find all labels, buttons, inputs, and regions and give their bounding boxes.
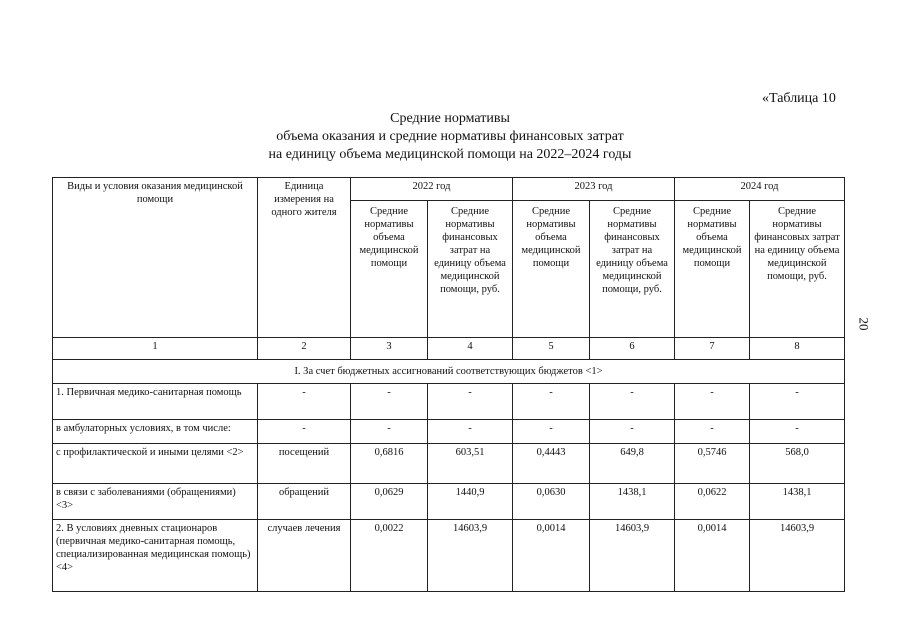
col-number: 2 <box>258 338 351 360</box>
table-row <box>53 520 845 592</box>
row-cost-2024: 568,0 <box>750 444 845 484</box>
row-unit: посещений <box>258 444 351 484</box>
row-name: 2. В условиях дневных стационаров (первичная медико-санитарная помощь, специализированная медицинская помощь) <4> <box>53 520 258 592</box>
norms-table <box>52 177 845 592</box>
row-volume-2024: 0,5746 <box>675 444 750 484</box>
table-row <box>53 384 845 420</box>
page-number: 20 <box>856 317 872 331</box>
row-cost-2022: - <box>428 420 513 444</box>
row-cost-2022: 1440,9 <box>428 484 513 520</box>
row-volume-2024: 0,0014 <box>675 520 750 592</box>
col-number: 3 <box>351 338 428 360</box>
col-number: 4 <box>428 338 513 360</box>
table-row <box>53 484 845 520</box>
row-volume-2022: - <box>351 384 428 420</box>
row-cost-2022: - <box>428 384 513 420</box>
title-line-2: объема оказания и средние нормативы финансовых затрат <box>276 129 624 144</box>
header-volume-2023: Средние нормативы объема медицинской помощи <box>513 201 590 338</box>
header-cost-2024: Средние нормативы финансовых затрат на единицу объема медицинской помощи, руб. <box>750 201 845 338</box>
row-cost-2024: 1438,1 <box>750 484 845 520</box>
col-number: 7 <box>675 338 750 360</box>
row-volume-2023: - <box>513 420 590 444</box>
row-cost-2023: 14603,9 <box>590 520 675 592</box>
header-cost-2023: Средние нормативы финансовых затрат на единицу объема медицинской помощи, руб. <box>590 201 675 338</box>
row-volume-2022: 0,6816 <box>351 444 428 484</box>
row-volume-2024: - <box>675 384 750 420</box>
header-unit: Единица измерения на одного жителя <box>258 178 351 338</box>
row-cost-2024: - <box>750 384 845 420</box>
col-number: 8 <box>750 338 845 360</box>
table-row <box>53 420 845 444</box>
header-type: Виды и условия оказания медицинской помощи <box>53 178 258 338</box>
row-name: в связи с заболеваниями (обращениями) <3> <box>53 484 258 520</box>
row-cost-2023: - <box>590 420 675 444</box>
header-year-2023: 2023 год <box>513 178 675 201</box>
title-line-1: Средние нормативы <box>390 111 510 126</box>
table-row <box>53 444 845 484</box>
row-cost-2024: - <box>750 420 845 444</box>
row-volume-2022: 0,0629 <box>351 484 428 520</box>
header-volume-2022: Средние нормативы объема медицинской помощи <box>351 201 428 338</box>
row-cost-2023: 1438,1 <box>590 484 675 520</box>
row-name: с профилактической и иными целями <2> <box>53 444 258 484</box>
header-cost-2022: Средние нормативы финансовых затрат на единицу объема медицинской помощи, руб. <box>428 201 513 338</box>
header-year-2024: 2024 год <box>675 178 845 201</box>
row-name: 1. Первичная медико-санитарная помощь <box>53 384 258 420</box>
col-number: 5 <box>513 338 590 360</box>
header-volume-2024: Средние нормативы объема медицинской помощи <box>675 201 750 338</box>
table-label: «Таблица 10 <box>762 91 836 106</box>
section-title: I. За счет бюджетных ассигнований соответствующих бюджетов <1> <box>53 360 845 384</box>
title-line-3: на единицу объема медицинской помощи на 2022–2024 годы <box>268 147 632 162</box>
column-number-row <box>53 338 845 360</box>
row-volume-2022: 0,0022 <box>351 520 428 592</box>
row-name: в амбулаторных условиях, в том числе: <box>53 420 258 444</box>
row-volume-2023: 0,0630 <box>513 484 590 520</box>
header-row-years <box>53 178 845 201</box>
row-volume-2022: - <box>351 420 428 444</box>
section-row <box>53 360 845 384</box>
col-number: 6 <box>590 338 675 360</box>
row-cost-2024: 14603,9 <box>750 520 845 592</box>
row-volume-2023: 0,0014 <box>513 520 590 592</box>
row-unit: случаев лечения <box>258 520 351 592</box>
row-unit: обращений <box>258 484 351 520</box>
row-cost-2022: 14603,9 <box>428 520 513 592</box>
row-volume-2023: 0,4443 <box>513 444 590 484</box>
row-unit: - <box>258 384 351 420</box>
row-cost-2023: - <box>590 384 675 420</box>
row-cost-2022: 603,51 <box>428 444 513 484</box>
row-volume-2023: - <box>513 384 590 420</box>
row-unit: - <box>258 420 351 444</box>
col-number: 1 <box>53 338 258 360</box>
row-cost-2023: 649,8 <box>590 444 675 484</box>
row-volume-2024: 0,0622 <box>675 484 750 520</box>
row-volume-2024: - <box>675 420 750 444</box>
header-year-2022: 2022 год <box>351 178 513 201</box>
